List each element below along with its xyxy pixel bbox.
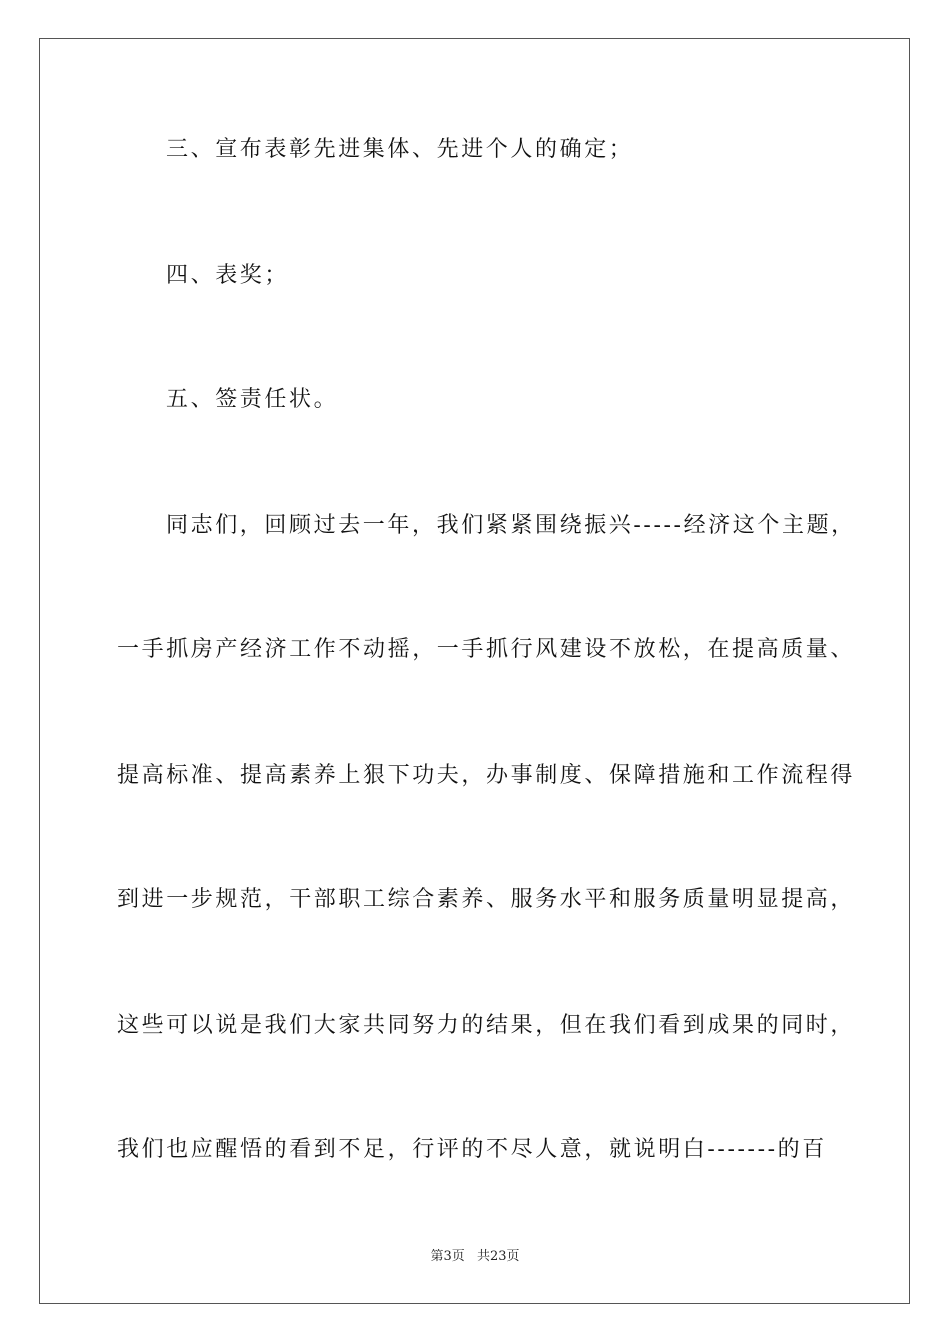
agenda-item-5: 五、签责任状。 xyxy=(166,387,339,412)
page-footer xyxy=(0,1248,950,1266)
paragraph-line: 同志们，回顾过去一年，我们紧紧围绕振兴-----经济这个主题， xyxy=(166,513,856,538)
agenda-item-3: 三、宣布表彰先进集体、先进个人的确定； xyxy=(166,137,634,162)
page-number: 第3页 xyxy=(430,1249,465,1264)
paragraph-line: 这些可以说是我们大家共同努力的结果，但在我们看到成果的同时， xyxy=(117,1013,856,1038)
page-total: 共23页 xyxy=(476,1249,520,1264)
paragraph-line: 到进一步规范，干部职工综合素养、服务水平和服务质量明显提高， xyxy=(117,887,856,912)
agenda-item-4: 四、表奖； xyxy=(166,263,290,288)
paragraph-line: 提高标准、提高素养上狠下功夫，办事制度、保障措施和工作流程得 xyxy=(117,763,856,788)
paragraph-line: 一手抓房产经济工作不动摇，一手抓行风建设不放松，在提高质量、 xyxy=(117,637,856,662)
paragraph-line: 我们也应醒悟的看到不足，行评的不尽人意，就说明白-------的百 xyxy=(117,1137,827,1162)
page-border xyxy=(39,38,910,1304)
